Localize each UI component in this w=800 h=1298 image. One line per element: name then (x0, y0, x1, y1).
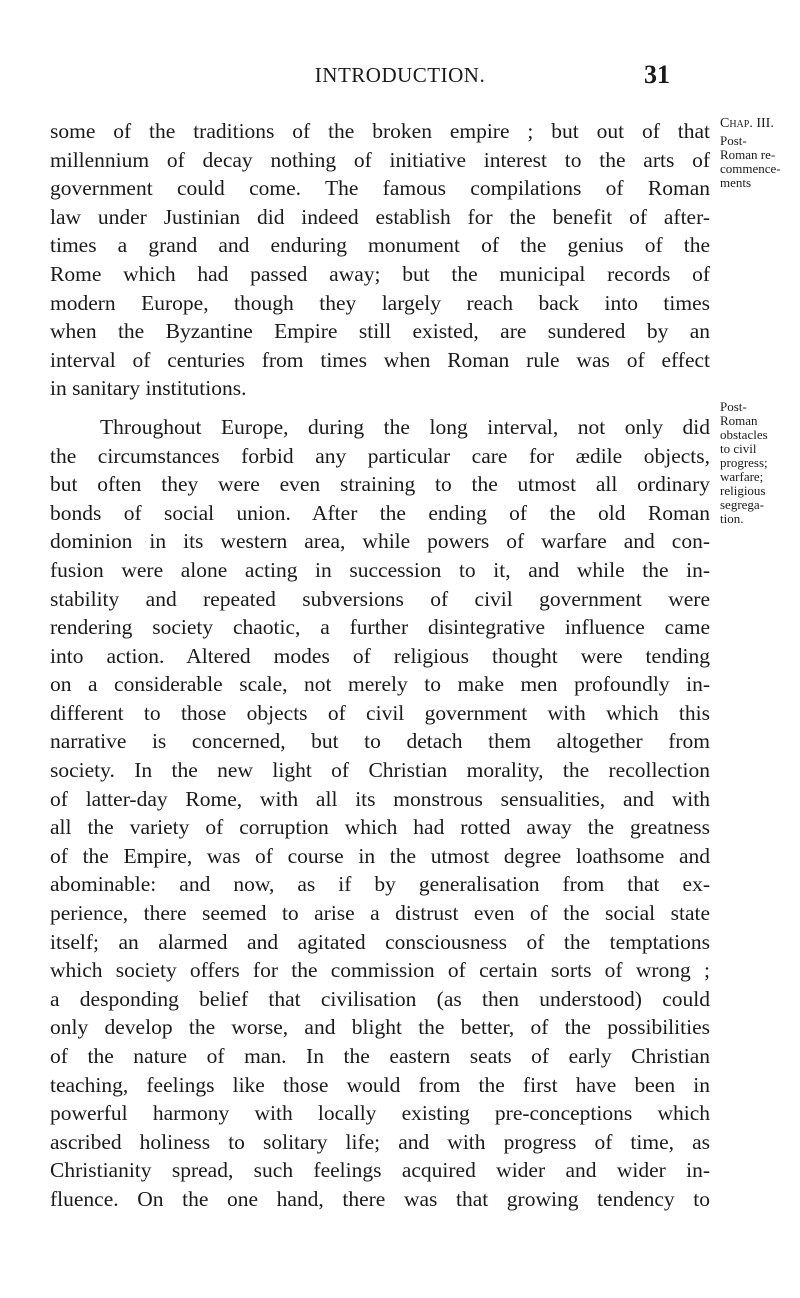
text-line: some of the traditions of the broken empire ; but out of that (50, 119, 710, 143)
text-line: on a considerable scale, not merely to make men profoundly in- (50, 672, 710, 697)
text-line: millennium of decay nothing of initiative interest to the arts of (50, 147, 710, 172)
text-line: narrative is concerned, but to detach them altogether from (50, 729, 710, 754)
paragraph-2 (50, 413, 710, 1214)
sidenote-line: to civil (720, 441, 757, 456)
sidenote-line: religious (720, 483, 766, 498)
sidenote-line: ments (720, 175, 752, 190)
sidenote-post-roman-recommencements (720, 117, 800, 190)
text-line: all the variety of corruption which had rotted away the greatness (50, 815, 710, 840)
text-line: modern Europe, though they largely reach back into times (50, 290, 710, 315)
text-line: fluence. On the one hand, there was that growing tendency to (50, 1186, 710, 1211)
page-number: 31 (644, 60, 670, 89)
sidenote-chapter: Chap. III. (720, 116, 774, 131)
text-line: dominion in its western area, while powers of warfare and con- (50, 529, 710, 554)
text-line: stability and repeated subversions of civil government were (50, 586, 710, 611)
sidenote-line: Post- (720, 133, 747, 148)
text-line: government could come. The famous compilations of Roman (50, 176, 710, 201)
sidenote-line: Roman re- (720, 147, 776, 162)
paragraph-gap (50, 403, 710, 413)
text-line: of latter-day Rome, with all its monstrous sensualities, and with (50, 786, 710, 811)
text-line: different to those objects of civil government with which this (50, 700, 710, 725)
sidenote-line: warfare; (720, 469, 764, 484)
text-line: in sanitary institutions. (50, 376, 247, 401)
text-line: perience, there seemed to arise a distrust even of the social state (50, 901, 710, 926)
text-line: fusion were alone acting in succession to it, and while the in- (50, 557, 710, 582)
sidenote-line: Post- (720, 399, 747, 414)
text-line: bonds of social union. After the ending of the old Roman (50, 500, 710, 525)
text-line: which society offers for the commission of certain sorts of wrong ; (50, 958, 710, 983)
text-line: interval of centuries from times when Roman rule was of effect (50, 347, 710, 372)
sidenote-line: progress; (720, 455, 768, 470)
text-line: of the nature of man. In the eastern seats of early Christian (50, 1044, 710, 1068)
running-head (0, 60, 800, 93)
text-line: into action. Altered modes of religious thought were tending (50, 643, 710, 668)
text-line: rendering society chaotic, a further disintegrative influence came (50, 615, 710, 640)
sidenote-post-roman-obstacles (720, 400, 800, 526)
text-line: a desponding belief that civilisation (as then understood) could (50, 986, 710, 1011)
text-line: abominable: and now, as if by generalisation from that ex- (50, 872, 710, 897)
sidenote-line: commence- (720, 161, 781, 176)
text-line: but often they were even straining to the utmost all ordinary (50, 472, 710, 497)
running-title: INTRODUCTION. (314, 63, 486, 87)
text-line: ascribed holiness to solitary life; and with progress of time, as (50, 1129, 710, 1154)
sidenote-line: tion. (720, 511, 744, 526)
text-line: Throughout Europe, during the long interval, not only did (100, 414, 710, 439)
sidenote-line: Roman (720, 413, 758, 428)
text-line: only develop the worse, and blight the better, of the possibilities (50, 1015, 710, 1040)
text-line: times a grand and enduring monument of the genius of the (50, 233, 710, 258)
text-line: society. In the new light of Christian morality, the recollection (50, 758, 710, 783)
sidenote-line: obstacles (720, 427, 768, 442)
text-line: law under Justinian did indeed establish for the benefit of after- (50, 204, 710, 229)
text-line: itself; an alarmed and agitated consciousness of the temptations (50, 929, 710, 954)
text-line: Rome which had passed away; but the municipal records of (50, 261, 710, 286)
text-line: teaching, feelings like those would from the first have been in (50, 1072, 710, 1097)
text-line: when the Byzantine Empire still existed, are sundered by an (50, 319, 710, 344)
paragraph-1 (50, 117, 710, 403)
text-line: Christianity spread, such feelings acquired wider and wider in- (50, 1158, 710, 1183)
text-line: of the Empire, was of course in the utmost degree loathsome and (50, 843, 710, 868)
text-line: the circumstances forbid any particular care for ædile objects, (50, 443, 710, 468)
text-line: powerful harmony with locally existing pre-conceptions which (50, 1101, 710, 1126)
sidenote-line: segrega- (720, 497, 765, 512)
body-text (50, 117, 710, 1214)
